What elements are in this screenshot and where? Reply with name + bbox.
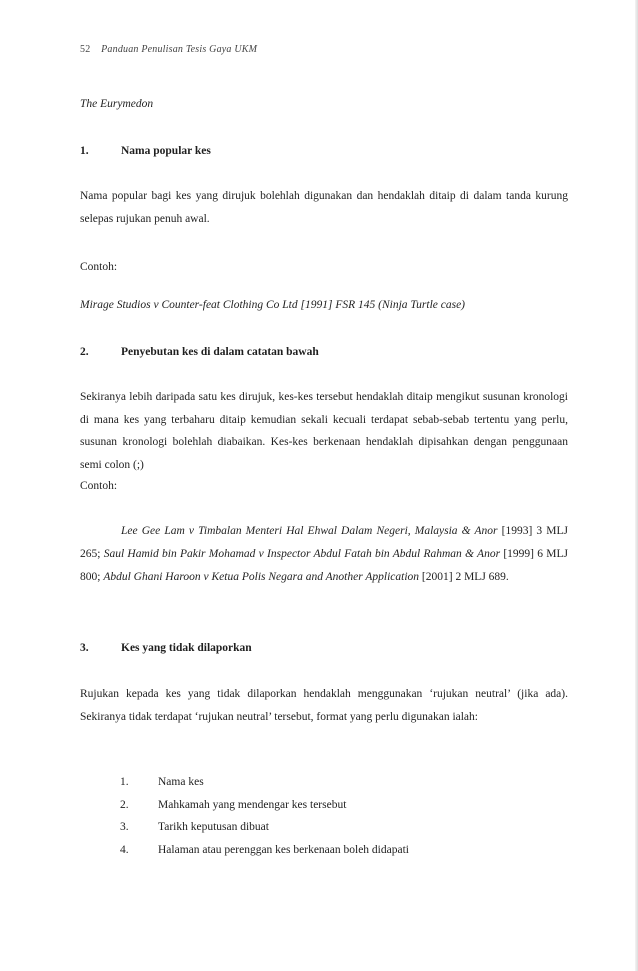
list-item <box>120 839 409 862</box>
citation-case-2: Saul Hamid bin Pakir Mohamad v Inspector Abdul Fatah bin Abdul Rahman & Anor <box>103 548 501 560</box>
list-item-text: Mahkamah yang mendengar kes tersebut <box>158 798 347 811</box>
list-item-number: 4. <box>120 843 129 856</box>
section-2-paragraph: Sekiranya lebih daripada satu kes dirujuk, kes-kes tersebut hendaklah ditaip mengikut susunan kronologi di mana kes yang terbaharu ditaip kemudian sekali kecuali terdapat sebab-sebab tertentu yang perlu, susunan kronologi bolehlah diabaikan. Kes-kes berkenaan hendaklah dipisahkan dengan penggunaan semi colon (;) <box>80 391 568 471</box>
section-2-number: 2. <box>80 346 89 358</box>
list-item <box>120 794 409 817</box>
section-2-title: Penyebutan kes di dalam catatan bawah <box>121 346 319 358</box>
header-title: Panduan Penulisan Tesis Gaya UKM <box>101 44 258 55</box>
list-item <box>120 771 409 794</box>
section-1-number: 1. <box>80 145 89 157</box>
section-1-example: Mirage Studios v Counter-feat Clothing Co Ltd [1991] FSR 145 (Ninja Turtle case) <box>80 299 466 311</box>
section-3-title: Kes yang tidak dilaporkan <box>121 642 252 654</box>
citation-ref-1: [1993] 3 MLJ 265; <box>80 525 568 560</box>
section-3-list <box>120 771 409 861</box>
citation-ref-2: [1999] 6 MLJ 800; <box>80 548 568 583</box>
citation-case-1: Lee Gee Lam v Timbalan Menteri Hal Ehwal Dalam Negeri, Malaysia & Anor <box>121 525 498 537</box>
citation-ref-3: [2001] 2 MLJ 689. <box>419 571 509 583</box>
case-name: The Eurymedon <box>80 98 154 110</box>
list-item-number: 3. <box>120 821 129 833</box>
section-3-number: 3. <box>80 642 89 654</box>
list-item-text: Nama kes <box>158 776 204 788</box>
list-item-text: Halaman atau perenggan kes berkenaan boleh didapati <box>158 843 409 856</box>
section-2-example-label: Contoh: <box>80 480 118 492</box>
list-item-number: 2. <box>120 798 129 811</box>
section-1-example-label: Contoh: <box>80 261 118 273</box>
section-3-heading <box>80 642 252 654</box>
running-header <box>80 44 257 55</box>
list-item <box>120 816 409 839</box>
section-1-title: Nama popular kes <box>121 145 211 157</box>
section-1-heading <box>80 145 211 157</box>
list-item-text: Tarikh keputusan dibuat <box>158 821 269 833</box>
list-item-number: 1. <box>120 776 129 788</box>
section-3-paragraph: Rujukan kepada kes yang tidak dilaporkan hendaklah menggunakan ‘rujukan neutral’ (jika ada). Sekiranya tidak terdapat ‘rujukan neutral’ tersebut, format yang perlu digunakan ialah: <box>80 688 568 723</box>
section-2-citation <box>80 520 568 589</box>
page-number: 52 <box>80 44 91 55</box>
section-1-paragraph: Nama popular bagi kes yang dirujuk bolehlah digunakan dan hendaklah ditaip di dalam tanda kurung selepas rujukan penuh awal. <box>80 190 568 225</box>
section-2-heading <box>80 346 319 358</box>
citation-case-3: Abdul Ghani Haroon v Ketua Polis Negara and Another Application <box>103 571 420 583</box>
